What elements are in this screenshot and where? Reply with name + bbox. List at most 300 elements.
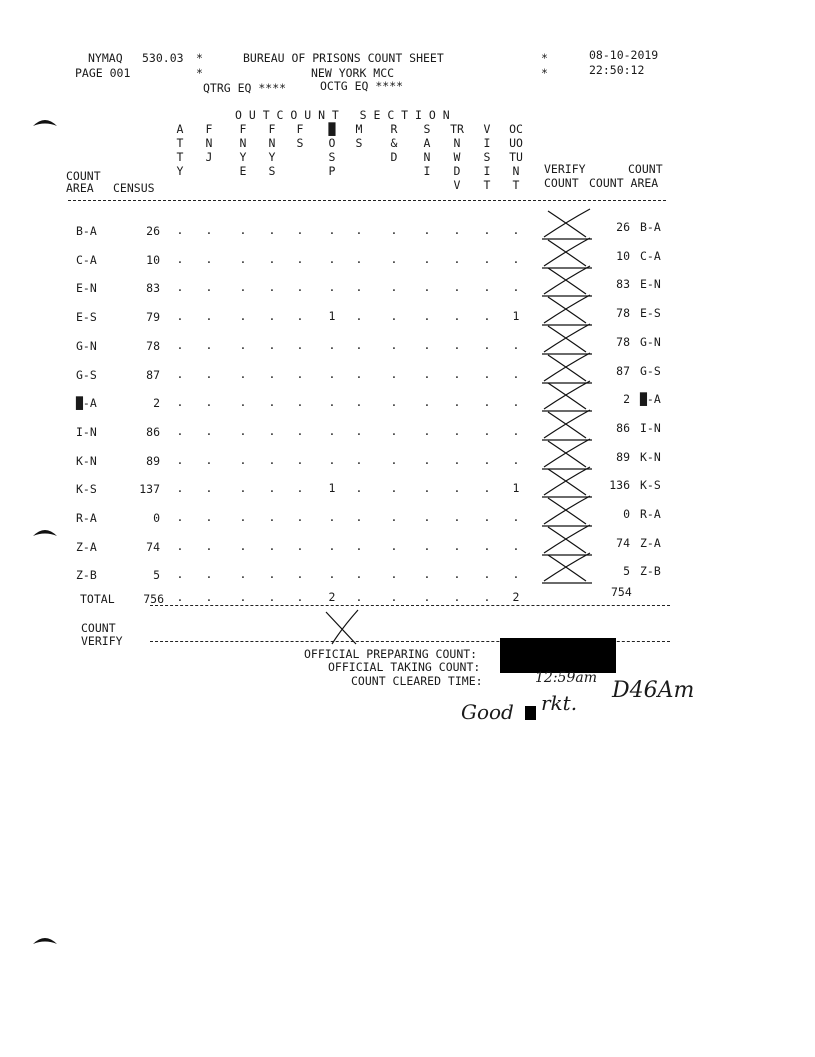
row-area: B-A: [76, 224, 97, 238]
row-cell: .: [205, 567, 213, 582]
column-header-char: T: [483, 178, 491, 192]
row-cell: .: [512, 366, 520, 381]
count-cleared-label: COUNT CLEARED TIME:: [351, 674, 483, 688]
row-cell: .: [512, 452, 520, 467]
row-area: Z-A: [76, 539, 97, 554]
row-cell: .: [453, 481, 461, 496]
row-cell: .: [205, 510, 213, 524]
star-mark: *: [541, 66, 548, 80]
row-cell: .: [423, 538, 431, 553]
column-header-char: J: [205, 150, 213, 164]
verify-area: Z-B: [640, 564, 661, 579]
row-cell: .: [453, 223, 461, 237]
row-cell: .: [296, 395, 304, 410]
row-cell: .: [268, 538, 276, 553]
column-header-char: A: [176, 122, 184, 136]
row-census: 137: [139, 482, 160, 497]
row-cell: .: [268, 567, 276, 582]
row-cell: .: [268, 510, 276, 524]
verify-area: B-A: [640, 220, 661, 234]
column-header-char: N: [512, 164, 520, 178]
column-header-char: D: [453, 164, 461, 178]
row-cell: .: [483, 366, 491, 381]
good-count-handwritten: Good: [461, 700, 514, 724]
column-header-char: S: [423, 122, 431, 136]
row-cell: .: [268, 251, 276, 266]
cleared-time-handwritten: 12:59am: [535, 670, 597, 686]
column-header-char: Y: [176, 164, 184, 178]
column-header-char: S: [296, 136, 304, 150]
row-cell: .: [453, 395, 461, 410]
column-header-char: P: [328, 164, 336, 178]
row-area: I-N: [76, 424, 97, 439]
column-header-char: UO: [509, 136, 523, 150]
row-cell: .: [355, 510, 363, 524]
row-cell: .: [423, 395, 431, 410]
column-header-char: Y: [268, 150, 276, 164]
row-cell: .: [390, 510, 398, 524]
verify-x-mark: [540, 551, 600, 585]
row-cell: .: [176, 481, 184, 496]
row-area: G-N: [76, 338, 97, 353]
punch-hole-mark: [32, 116, 58, 128]
row-cell: .: [268, 452, 276, 467]
row-census: 86: [146, 424, 160, 439]
row-cell: .: [453, 337, 461, 352]
row-cell: .: [176, 395, 184, 410]
total-cell: .: [355, 590, 363, 604]
row-cell: .: [205, 423, 213, 438]
row-cell: .: [355, 567, 363, 582]
total-cell: .: [268, 590, 276, 604]
row-cell: .: [512, 251, 520, 266]
row-cell: .: [176, 223, 184, 237]
count-header: COUNT: [66, 169, 101, 183]
total-cell: .: [390, 590, 398, 604]
row-area: K-N: [76, 453, 97, 468]
system-id: NYMAQ: [88, 51, 123, 65]
row-cell: .: [390, 251, 398, 266]
column-header-char: N: [423, 150, 431, 164]
row-cell: .: [423, 366, 431, 381]
row-census: 83: [146, 281, 160, 296]
row-census: 5: [153, 568, 160, 583]
star-mark: *: [541, 51, 548, 65]
column-header-char: T: [512, 178, 520, 192]
row-cell: .: [239, 538, 247, 553]
row-census: 79: [146, 310, 160, 325]
total-census: 756: [143, 592, 164, 606]
verify-area: G-N: [640, 334, 661, 349]
row-cell: .: [328, 510, 336, 524]
column-header-char: E: [239, 164, 247, 178]
row-cell: .: [512, 337, 520, 352]
column-header-char: I: [423, 164, 431, 178]
row-cell: .: [205, 309, 213, 324]
row-cell: .: [296, 452, 304, 467]
row-cell: .: [355, 423, 363, 438]
row-cell: .: [483, 423, 491, 438]
census-header: CENSUS: [113, 181, 155, 195]
column-header-char: TR: [450, 122, 464, 136]
qtrg-eq: QTRG EQ ****: [203, 81, 287, 95]
column-header-char: N: [453, 136, 461, 150]
row-cell: .: [483, 280, 491, 295]
row-cell: .: [328, 280, 336, 295]
row-cell: .: [176, 337, 184, 352]
row-cell: .: [328, 251, 336, 266]
verify-header: VERIFY: [544, 162, 586, 176]
row-cell: .: [268, 481, 276, 496]
verify-count: 10: [616, 248, 630, 263]
row-cell: .: [239, 452, 247, 467]
row-cell: .: [355, 309, 363, 324]
row-cell: .: [483, 538, 491, 553]
total-cell: .: [205, 590, 213, 604]
column-header-char: F: [205, 122, 213, 136]
verify-count: 26: [616, 220, 630, 234]
row-cell: .: [423, 567, 431, 582]
count-verify-label-2: VERIFY: [81, 634, 123, 648]
row-cell: .: [355, 452, 363, 467]
row-census: 2: [153, 396, 160, 411]
total-cell: .: [483, 590, 491, 604]
verify-count: 2: [623, 392, 630, 407]
row-census: 0: [153, 511, 160, 525]
verify-area: E-S: [640, 306, 661, 321]
verify-count: 87: [616, 363, 630, 378]
row-cell: .: [205, 395, 213, 410]
row-census: 89: [146, 453, 160, 468]
row-cell: .: [239, 337, 247, 352]
row-cell: .: [390, 423, 398, 438]
verify-area: R-A: [640, 507, 661, 521]
column-header-char: O: [328, 136, 336, 150]
count-area-header: COUNT AREA: [589, 176, 659, 190]
row-cell: .: [390, 309, 398, 324]
column-header-char: T: [176, 136, 184, 150]
row-cell: .: [355, 251, 363, 266]
total-divider: [150, 605, 670, 606]
column-header-char: TU: [509, 150, 523, 164]
column-header-char: N: [205, 136, 213, 150]
row-cell: .: [296, 538, 304, 553]
row-cell: .: [176, 423, 184, 438]
row-cell: .: [176, 510, 184, 524]
row-cell: .: [355, 280, 363, 295]
row-cell: .: [239, 510, 247, 524]
column-header-char: OC: [509, 122, 523, 136]
row-census: 74: [146, 539, 160, 554]
column-header-char: W: [453, 150, 461, 164]
row-cell: .: [512, 567, 520, 582]
row-cell: .: [176, 251, 184, 266]
row-cell: .: [239, 280, 247, 295]
punch-hole-mark: [32, 526, 58, 538]
row-census: 87: [146, 367, 160, 382]
count-header-right: COUNT: [628, 162, 663, 176]
row-cell: .: [296, 280, 304, 295]
verify-count: 78: [616, 334, 630, 349]
official-preparing-label: OFFICIAL PREPARING COUNT:: [304, 647, 478, 661]
row-cell: .: [483, 337, 491, 352]
column-header-char: F: [239, 122, 247, 136]
total-cell: .: [176, 590, 184, 604]
row-cell: .: [355, 337, 363, 352]
row-cell: .: [355, 538, 363, 553]
verify-area: E-N: [640, 277, 661, 292]
row-cell: .: [483, 567, 491, 582]
verify-area: K-S: [640, 478, 661, 493]
punch-hole-mark: [32, 934, 58, 946]
row-area: E-S: [76, 310, 97, 325]
row-cell: .: [512, 223, 520, 237]
row-cell: .: [390, 452, 398, 467]
total-cell: .: [239, 590, 247, 604]
row-cell: .: [296, 309, 304, 324]
row-cell: .: [453, 280, 461, 295]
total-label: TOTAL: [80, 592, 115, 606]
row-cell: .: [296, 510, 304, 524]
column-header-char: █: [328, 122, 336, 136]
row-cell: .: [296, 567, 304, 582]
verify-area: K-N: [640, 449, 661, 464]
row-cell: .: [390, 366, 398, 381]
row-cell: .: [176, 366, 184, 381]
column-header-char: A: [423, 136, 431, 150]
row-cell: .: [176, 567, 184, 582]
row-cell: 1: [512, 481, 520, 496]
row-cell: .: [328, 366, 336, 381]
report-date: 08-10-2019: [589, 48, 659, 62]
row-cell: .: [423, 481, 431, 496]
row-cell: .: [355, 366, 363, 381]
row-cell: 1: [328, 481, 336, 496]
row-cell: .: [483, 395, 491, 410]
redacted-name: [525, 706, 536, 720]
row-cell: .: [390, 481, 398, 496]
row-area: K-S: [76, 482, 97, 497]
row-cell: .: [205, 366, 213, 381]
row-cell: .: [205, 481, 213, 496]
verify-x-mark: [322, 608, 362, 648]
row-cell: .: [205, 452, 213, 467]
row-area: Z-B: [76, 568, 97, 583]
row-cell: .: [239, 481, 247, 496]
octg-eq: OCTG EQ ****: [320, 79, 404, 93]
row-census: 10: [146, 252, 160, 267]
row-cell: .: [268, 366, 276, 381]
column-header-char: N: [268, 136, 276, 150]
row-cell: .: [268, 309, 276, 324]
form-code: 530.03: [142, 51, 184, 65]
row-area: R-A: [76, 511, 97, 525]
verify-area: █-A: [640, 392, 661, 407]
verify-count: 83: [616, 277, 630, 292]
row-cell: .: [176, 280, 184, 295]
row-cell: .: [390, 280, 398, 295]
row-cell: .: [390, 567, 398, 582]
column-header-char: S: [328, 150, 336, 164]
row-cell: .: [296, 423, 304, 438]
verify-area: C-A: [640, 248, 661, 263]
row-cell: .: [423, 423, 431, 438]
total-cell: .: [453, 590, 461, 604]
row-cell: .: [268, 223, 276, 237]
verify-count: 74: [616, 535, 630, 550]
row-cell: .: [268, 395, 276, 410]
total-cell: .: [423, 590, 431, 604]
row-cell: .: [328, 395, 336, 410]
column-header-char: M: [355, 122, 363, 136]
row-cell: .: [453, 510, 461, 524]
row-area: G-S: [76, 367, 97, 382]
row-cell: .: [423, 280, 431, 295]
verify-count: 136: [609, 478, 630, 493]
star-mark: *: [196, 51, 203, 65]
column-header-char: F: [268, 122, 276, 136]
column-header-char: N: [239, 136, 247, 150]
total-verify: 754: [611, 585, 632, 599]
column-header-char: I: [483, 136, 491, 150]
row-cell: .: [296, 251, 304, 266]
row-cell: .: [176, 452, 184, 467]
report-time: 22:50:12: [589, 63, 645, 77]
row-cell: .: [390, 337, 398, 352]
column-header-char: S: [355, 136, 363, 150]
row-cell: .: [453, 309, 461, 324]
row-cell: .: [423, 223, 431, 237]
row-cell: .: [239, 395, 247, 410]
total-cell: .: [296, 590, 304, 604]
row-cell: 1: [512, 309, 520, 324]
column-header-char: R: [390, 122, 398, 136]
row-cell: .: [296, 337, 304, 352]
row-cell: .: [328, 337, 336, 352]
row-cell: .: [205, 337, 213, 352]
row-cell: .: [296, 366, 304, 381]
row-cell: .: [512, 280, 520, 295]
row-cell: .: [205, 251, 213, 266]
row-cell: .: [390, 538, 398, 553]
column-header-char: V: [483, 122, 491, 136]
verify-count: 86: [616, 420, 630, 435]
sheet-title: BUREAU OF PRISONS COUNT SHEET: [243, 51, 444, 65]
column-header-char: S: [483, 150, 491, 164]
count-verify-label-1: COUNT: [81, 621, 116, 635]
count-header-verify: COUNT: [544, 176, 579, 190]
verify-count: 78: [616, 306, 630, 321]
row-cell: .: [328, 538, 336, 553]
row-cell: .: [423, 251, 431, 266]
row-cell: .: [328, 423, 336, 438]
row-cell: .: [176, 538, 184, 553]
row-cell: .: [355, 395, 363, 410]
verify-count: 0: [623, 507, 630, 521]
row-cell: .: [268, 337, 276, 352]
institution-name: NEW YORK MCC: [311, 66, 395, 80]
row-cell: .: [205, 280, 213, 295]
row-area: C-A: [76, 252, 97, 267]
verify-count: 5: [623, 564, 630, 579]
row-cell: 1: [328, 309, 336, 324]
column-header-char: Y: [239, 150, 247, 164]
good-count-handwritten-2: rkt.: [541, 691, 578, 715]
row-cell: .: [453, 366, 461, 381]
row-cell: .: [239, 223, 247, 237]
row-cell: .: [483, 510, 491, 524]
row-cell: .: [268, 280, 276, 295]
row-cell: .: [453, 423, 461, 438]
row-cell: .: [512, 538, 520, 553]
star-mark: *: [196, 66, 203, 80]
column-header-char: V: [453, 178, 461, 192]
row-cell: .: [453, 567, 461, 582]
row-cell: .: [239, 251, 247, 266]
row-cell: .: [512, 395, 520, 410]
row-cell: .: [512, 510, 520, 524]
column-header-char: F: [296, 122, 304, 136]
column-header-char: &: [390, 136, 398, 150]
verify-area: Z-A: [640, 535, 661, 550]
official-taking-label: OFFICIAL TAKING COUNT:: [328, 660, 481, 674]
row-cell: .: [483, 452, 491, 467]
column-header-char: S: [268, 164, 276, 178]
row-cell: .: [453, 251, 461, 266]
row-cell: .: [205, 223, 213, 237]
row-cell: .: [239, 423, 247, 438]
row-cell: .: [328, 223, 336, 237]
row-cell: .: [483, 309, 491, 324]
row-census: 78: [146, 338, 160, 353]
row-cell: .: [239, 366, 247, 381]
verify-area: I-N: [640, 420, 661, 435]
row-cell: .: [483, 223, 491, 237]
row-cell: .: [423, 337, 431, 352]
row-cell: .: [390, 395, 398, 410]
row-cell: .: [390, 223, 398, 237]
header-divider: [68, 200, 666, 201]
row-cell: .: [423, 452, 431, 467]
row-area: E-N: [76, 281, 97, 296]
column-header-char: I: [483, 164, 491, 178]
row-cell: .: [423, 510, 431, 524]
second-time-handwritten: D46Am: [612, 678, 695, 703]
row-cell: .: [296, 481, 304, 496]
total-cell: 2: [328, 590, 336, 604]
outcount-section-title: O U T C O U N T S E C T I O N: [235, 108, 450, 122]
row-cell: .: [239, 567, 247, 582]
row-cell: .: [296, 223, 304, 237]
total-cell: 2: [512, 590, 520, 604]
row-census: 26: [146, 224, 160, 238]
row-area: █-A: [76, 396, 97, 411]
page-number: PAGE 001: [75, 66, 131, 80]
row-cell: .: [423, 309, 431, 324]
row-cell: .: [239, 309, 247, 324]
row-cell: .: [205, 538, 213, 553]
row-cell: .: [512, 423, 520, 438]
area-header: AREA: [66, 181, 94, 195]
row-cell: .: [355, 223, 363, 237]
column-header-char: D: [390, 150, 398, 164]
redacted-signature: [500, 638, 616, 673]
row-cell: .: [483, 251, 491, 266]
row-cell: .: [453, 452, 461, 467]
row-cell: .: [328, 452, 336, 467]
row-cell: .: [328, 567, 336, 582]
verify-area: G-S: [640, 363, 661, 378]
